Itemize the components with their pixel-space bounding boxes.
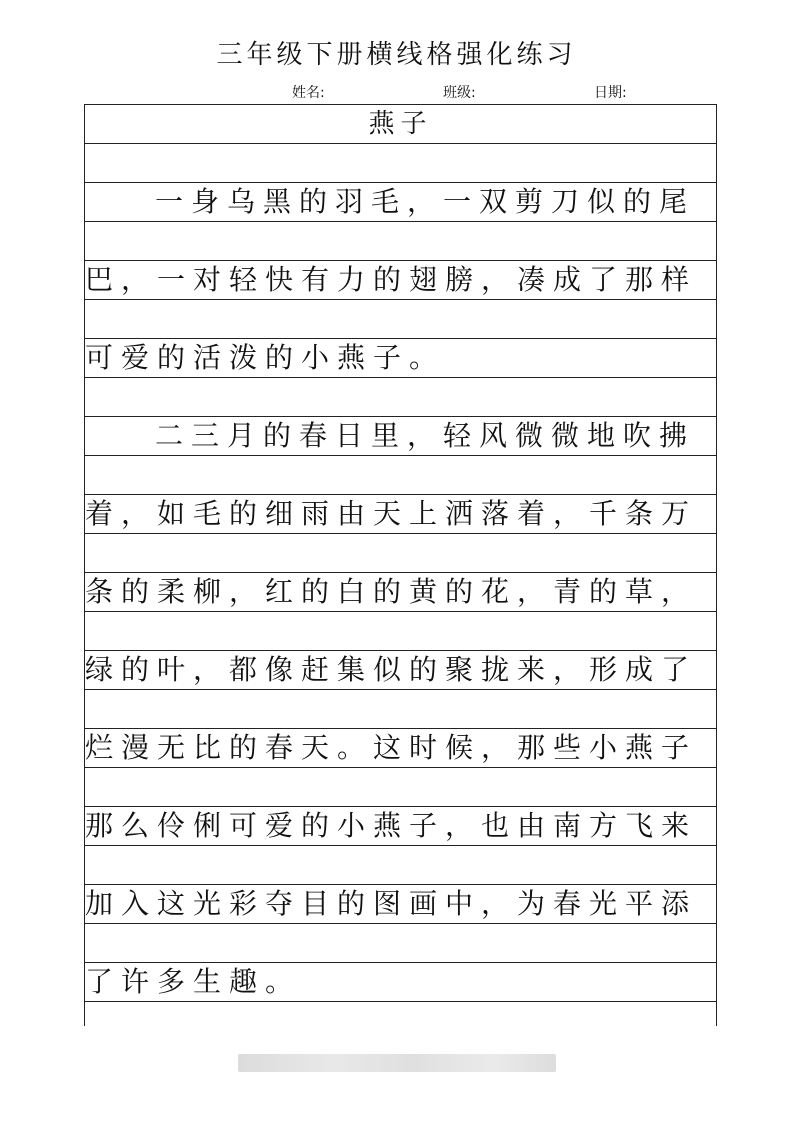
rule-line [85, 455, 716, 456]
blurred-watermark [238, 1054, 556, 1072]
text-line: 一身乌黑的羽毛，一双剪刀似的尾 [155, 185, 696, 218]
text-line: 着，如毛的细雨由天上洒落着，千条万 [85, 497, 698, 530]
rule-line [85, 299, 716, 300]
rule-line [85, 845, 716, 846]
essay-heading: 燕子 [368, 109, 433, 139]
text-line: 加入这光彩夺目的图画中，为春光平添 [85, 887, 698, 920]
date-label: 日期: [594, 85, 627, 101]
rule-line [85, 923, 716, 924]
text-line: 巴，一对轻快有力的翅膀，凑成了那样 [85, 263, 698, 296]
rule-line [85, 377, 716, 378]
class-label: 班级: [443, 85, 476, 101]
rule-line [85, 221, 716, 222]
text-line: 绿的叶，都像赶集似的聚拢来，形成了 [85, 653, 698, 686]
rule-line [85, 533, 716, 534]
text-line: 条的柔柳，红的白的黄的花，青的草， [85, 575, 698, 608]
name-label: 姓名: [292, 85, 325, 101]
rule-line [85, 611, 716, 612]
rule-line [85, 143, 716, 144]
rule-line [85, 1001, 716, 1002]
text-line: 烂漫无比的春天。这时候，那些小燕子 [85, 731, 698, 764]
text-line: 可爱的活泼的小燕子。 [85, 341, 446, 374]
rule-line [85, 689, 716, 690]
page-title: 三年级下册横线格强化练习 [216, 40, 577, 70]
text-line: 那么伶俐可爱的小燕子，也由南方飞来 [85, 809, 698, 842]
ruled-writing-sheet [84, 104, 717, 1026]
rule-line [85, 767, 716, 768]
text-line: 二三月的春日里，轻风微微地吹拂 [155, 419, 696, 452]
text-line: 了许多生趣。 [85, 965, 302, 998]
